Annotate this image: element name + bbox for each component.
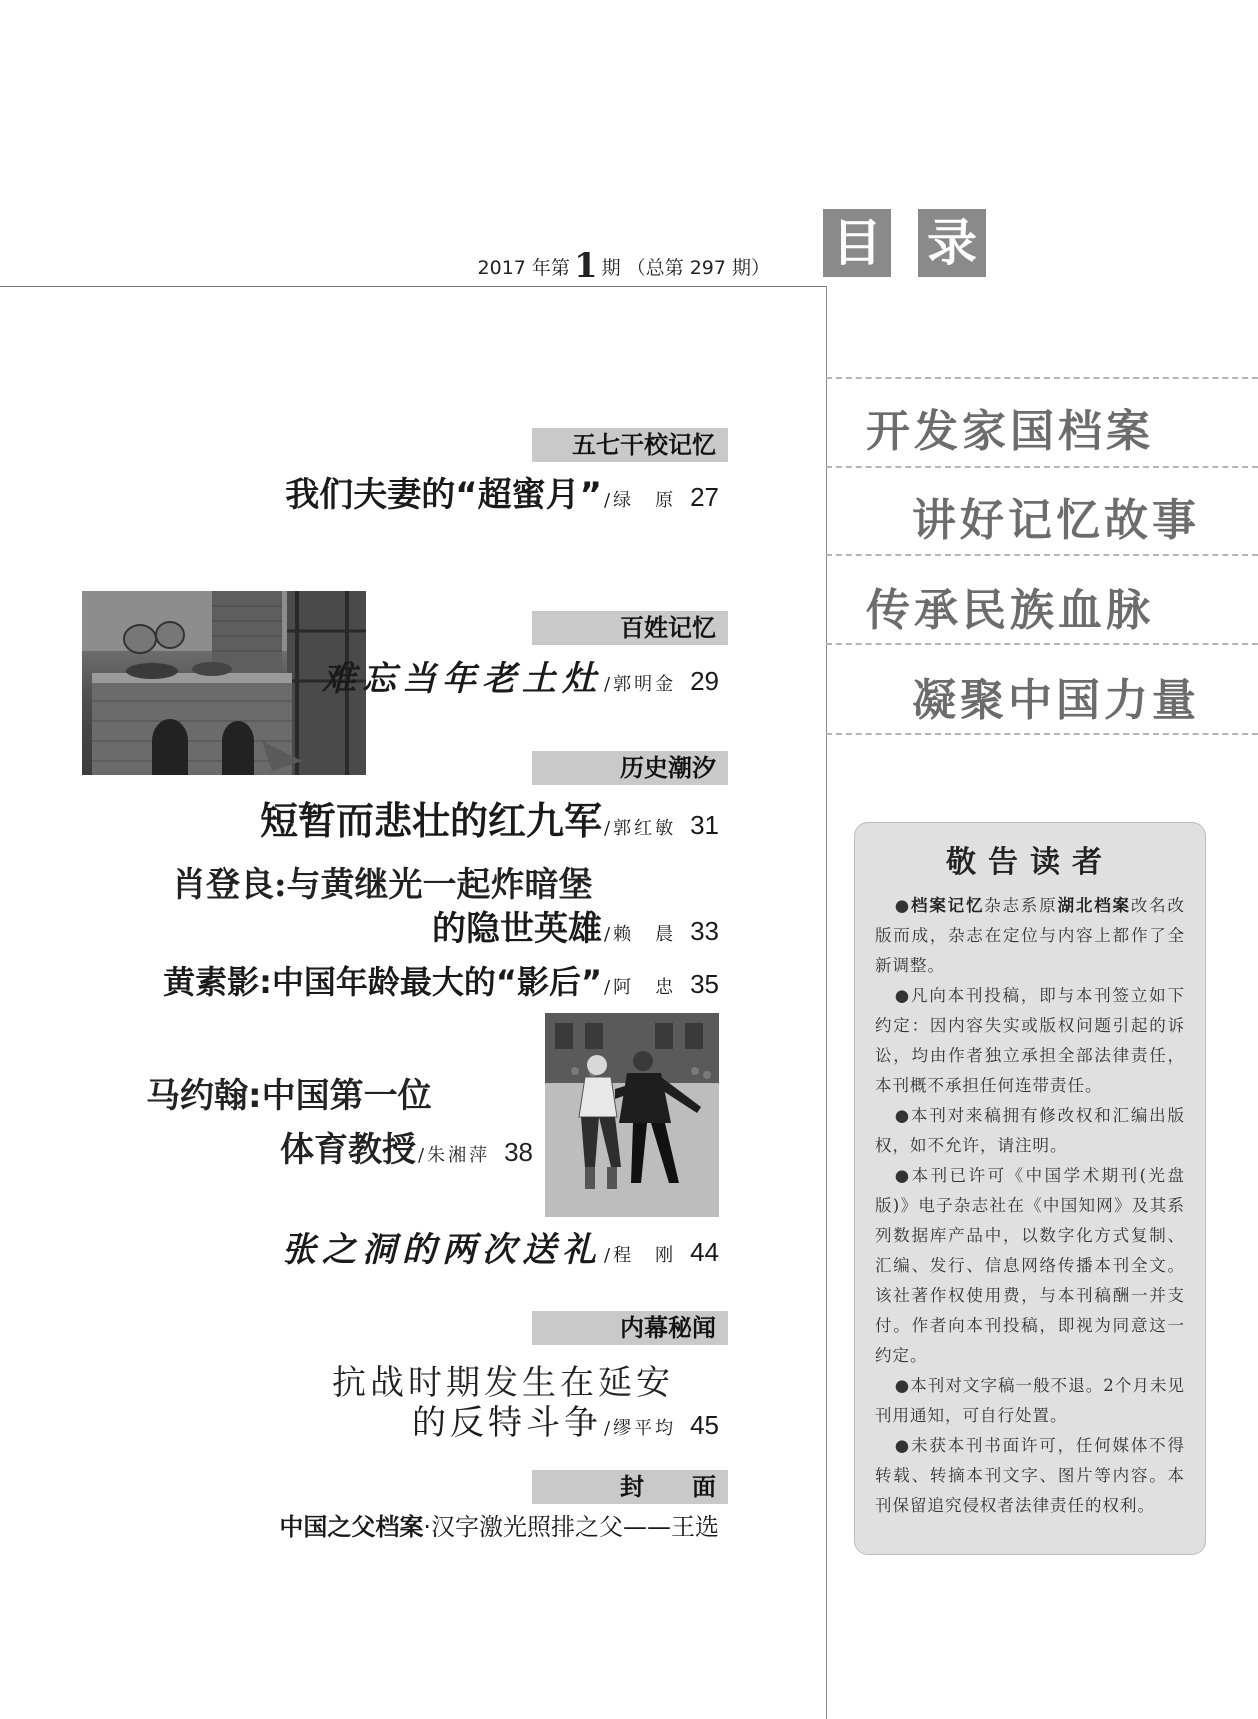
slogan-divider [826, 377, 1258, 379]
entry-page: 44 [690, 1237, 719, 1267]
entry-page: 45 [690, 1410, 719, 1440]
toc-entry[interactable] [412, 1405, 719, 1442]
entry-page: 33 [690, 916, 719, 946]
entry-author: /缪平均 [604, 1418, 677, 1439]
entry-author: /朱湘萍 [418, 1145, 491, 1166]
toc-entry[interactable] [432, 911, 719, 948]
toc-entry-line1[interactable] [146, 1068, 432, 1117]
entry-author: /郭红敏 [604, 818, 677, 839]
notice-box [854, 822, 1206, 1555]
section-label: 百姓记忆 [532, 611, 728, 645]
notice-paragraph: ●档案记忆杂志系原湖北档案改名改版而成，杂志在定位与内容上都作了全新调整。 [875, 896, 1185, 975]
section-label: 五七干校记忆 [532, 428, 728, 462]
entry-page: 35 [690, 969, 719, 999]
entry-author: /程 刚 [604, 1245, 677, 1266]
cover-title-rest: ·汉字激光照排之父——王选 [423, 1513, 719, 1541]
issue-info [400, 246, 770, 286]
slogan-4: 凝聚中国力量 [912, 675, 1200, 726]
entry-author: /赖 晨 [604, 924, 677, 945]
toc-entry[interactable] [322, 661, 719, 698]
entry-title: 短暂而悲壮的红九军 [259, 799, 602, 843]
section-label: 内幕秘闻 [532, 1311, 728, 1345]
entry-title: 黄素影:中国年龄最大的“影后” [163, 963, 602, 1001]
toc-entry[interactable] [285, 477, 719, 514]
page-title-char-2: 录 [918, 209, 986, 277]
entry-title: 难忘当年老土灶 [322, 659, 602, 699]
cover-entry[interactable] [279, 1514, 719, 1540]
notice-paragraph: ●未获本刊书面许可，任何媒体不得转载、转摘本刊文字、图片等内容。本刊保留追究侵权者法律责任的权利。 [875, 1436, 1185, 1515]
toc-entry[interactable] [260, 801, 719, 843]
entry-title-line2: 的反特斗争 [412, 1403, 602, 1443]
entry-page: 38 [504, 1137, 533, 1167]
entry-title: 我们夫妻的“超蜜月” [285, 475, 602, 515]
section-label: 历史潮汐 [532, 751, 728, 785]
toc-entry-line1[interactable] [332, 1355, 674, 1404]
toc-entry-line1[interactable] [172, 857, 593, 906]
issue-year-prefix: 2017 年第 [477, 257, 570, 279]
notice-paragraph: ●本刊已许可《中国学术期刊(光盘版)》电子杂志社在《中国知网》及其系列数据库产品中，以数字化方式复制、汇编、发行、信息网络传播本刊全文。该社著作权使用费，与本刊稿酬一并支付。作者向本刊投稿，即视为同意这一约定。 [875, 1166, 1185, 1365]
entry-page: 31 [690, 810, 719, 840]
slogan-3: 传承民族血脉 [866, 585, 1154, 636]
issue-suffix: 期 （总第 297 期） [601, 257, 770, 279]
teaching-photo [545, 1013, 719, 1217]
toc-entry[interactable] [280, 1122, 533, 1171]
section-label: 封 面 [532, 1470, 728, 1504]
entry-title-line1: 抗战时期发生在延安 [332, 1363, 674, 1403]
slogan-1: 开发家国档案 [866, 406, 1154, 457]
issue-number: 1 [573, 246, 598, 286]
entry-page: 27 [690, 482, 719, 512]
notice-paragraph: ●本刊对来稿拥有修改权和汇编出版权，如不允许，请注明。 [875, 1106, 1185, 1155]
toc-entry[interactable] [282, 1232, 719, 1269]
cover-title-bold: 中国之父档案 [279, 1513, 424, 1541]
toc-entry[interactable] [163, 965, 719, 1000]
entry-title-line2: 的隐世英雄 [432, 909, 602, 949]
notice-paragraph: ●本刊对文字稿一般不退。2个月未见刊用通知，可自行处置。 [875, 1376, 1185, 1425]
entry-title-line2: 体育教授 [280, 1130, 416, 1170]
entry-title: 张之洞的两次送礼 [282, 1230, 602, 1270]
column-divider [826, 286, 827, 1719]
slogan-divider [826, 466, 1258, 468]
entry-page: 29 [690, 666, 719, 696]
entry-author: /阿 忠 [604, 977, 677, 998]
entry-author: /绿 原 [604, 490, 677, 511]
slogan-2: 讲好记忆故事 [912, 495, 1200, 546]
slogan-divider [826, 733, 1258, 735]
slogan-divider [826, 643, 1258, 645]
entry-title-line1: 肖登良:与黄继光一起炸暗堡 [172, 865, 593, 905]
page-title-char-1: 目 [823, 209, 891, 277]
header-rule [0, 286, 826, 287]
notice-title: 敬告读者 [946, 845, 1114, 880]
slogan-divider [826, 554, 1258, 556]
entry-author: /郭明金 [604, 674, 677, 695]
notice-paragraph: ●凡向本刊投稿，即与本刊签立如下约定：因内容失实或版权问题引起的诉讼，均由作者独立承担全部法律责任，本刊概不承担任何连带责任。 [875, 986, 1185, 1095]
entry-title-line1: 马约翰:中国第一位 [146, 1076, 432, 1116]
